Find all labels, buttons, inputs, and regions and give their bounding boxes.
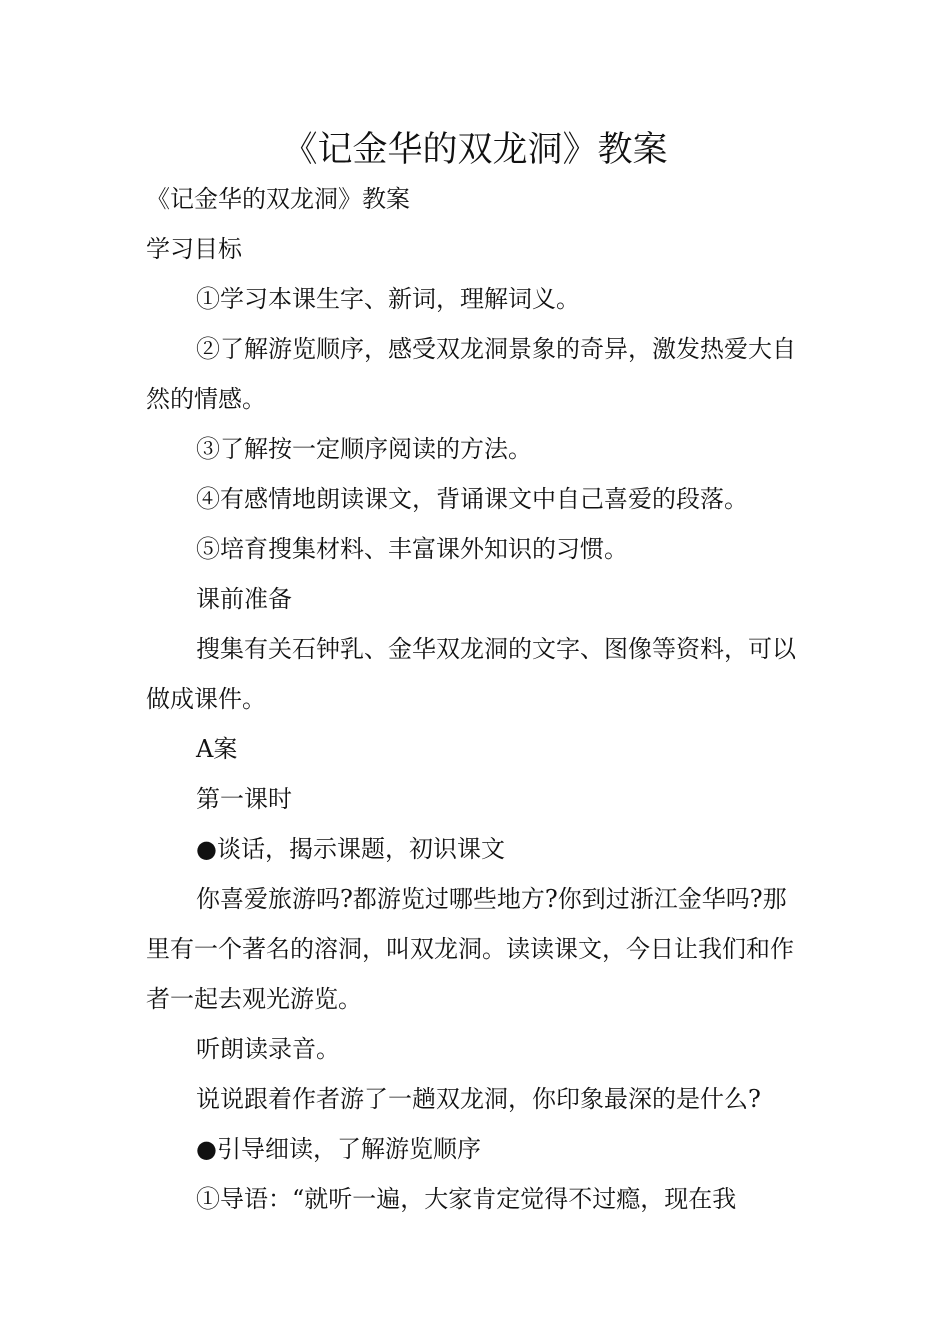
- paragraph: 听朗读录音。: [196, 1035, 340, 1063]
- objective-item: ⑤培育搜集材料、丰富课外知识的习惯。: [196, 535, 628, 563]
- prep-paragraph: 搜集有关石钟乳、金华双龙洞的文字、图像等资料，可以做成课件。: [146, 635, 796, 713]
- paragraph: ①导语：“就听一遍，大家肯定觉得不过瘾，现在我: [196, 1185, 737, 1213]
- section-heading-prep: 课前准备: [196, 585, 292, 613]
- plan-label: A案: [196, 735, 238, 763]
- step-heading: ●谈话，揭示课题，初识课文: [196, 835, 505, 863]
- document-body: [146, 174, 810, 1224]
- document-subtitle: 《记金华的双龙洞》教案: [146, 185, 410, 213]
- objective-item: ①学习本课生字、新词，理解词义。: [196, 285, 580, 313]
- objective-item: ②了解游览顺序，感受双龙洞景象的奇异，激发热爱大自然的情感。: [146, 335, 796, 413]
- objective-item: ③了解按一定顺序阅读的方法。: [196, 435, 532, 463]
- lesson-label: 第一课时: [196, 785, 292, 813]
- step-heading: ●引导细读，了解游览顺序: [196, 1135, 481, 1163]
- document-title: 《记金华的双龙洞》教案: [282, 130, 668, 170]
- paragraph: 你喜爱旅游吗?都游览过哪些地方?你到过浙江金华吗?那里有一个著名的溶洞，叫双龙洞。读读课文，今日让我们和作者一起去观光游览。: [146, 885, 794, 1013]
- objective-item: ④有感情地朗读课文，背诵课文中自己喜爱的段落。: [196, 485, 748, 513]
- paragraph: 说说跟着作者游了一趟双龙洞，你印象最深的是什么?: [196, 1085, 761, 1113]
- section-heading-objectives: 学习目标: [146, 235, 242, 263]
